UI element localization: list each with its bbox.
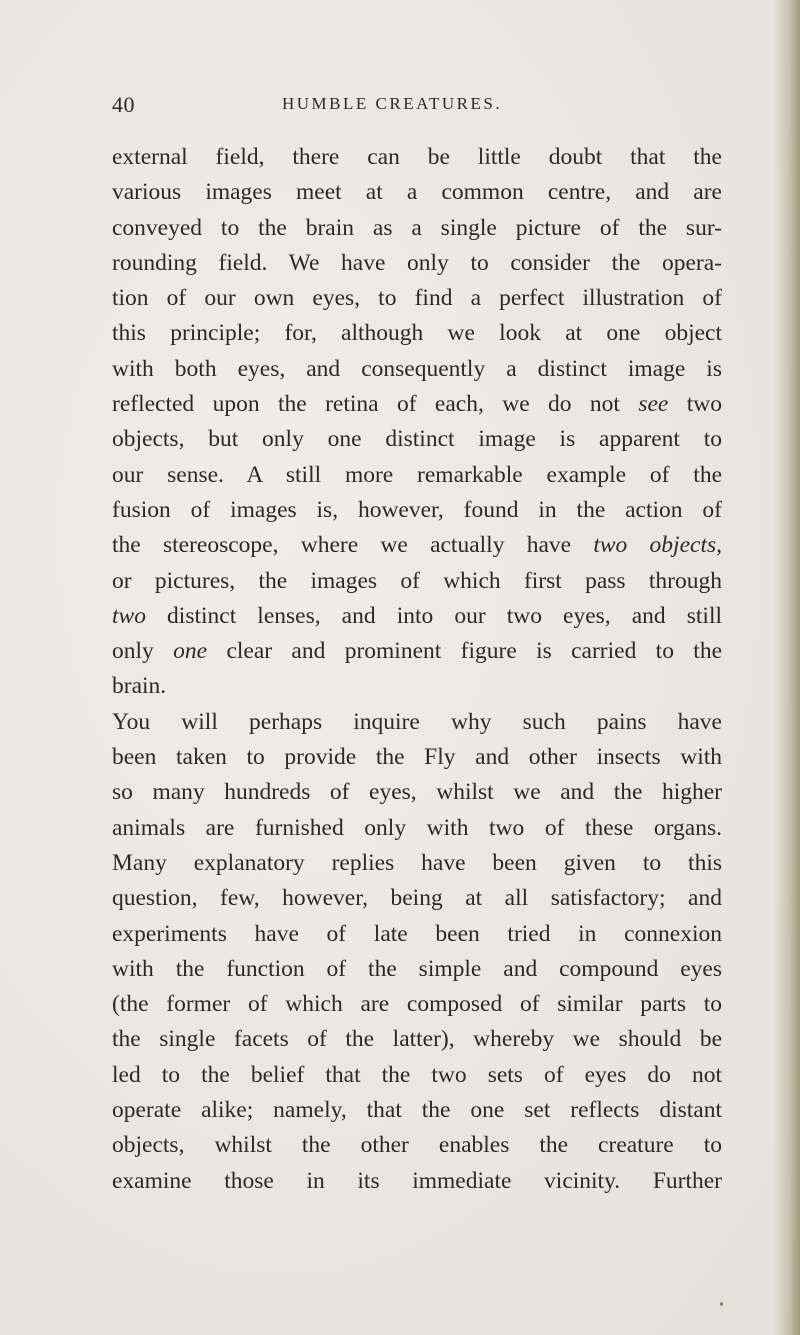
text-line	[112, 599, 722, 634]
text-line: question, few, however, being at all satisfactory; and	[112, 885, 722, 912]
text-line: with the function of the simple and compound eyes	[112, 955, 722, 982]
text-line: animals are furnished only with two of these organs.	[112, 814, 722, 841]
text-line	[112, 528, 722, 563]
text-line: experiments have of late been tried in connexion	[112, 920, 722, 947]
text-line: led to the belief that the two sets of eyes do not	[112, 1061, 722, 1088]
text-line: objects, but only one distinct image is apparent to	[112, 426, 722, 453]
text-line: (the former of which are composed of similar parts to	[112, 991, 722, 1018]
text-line	[112, 387, 722, 422]
text-line: so many hundreds of eyes, whilst we and the higher	[112, 779, 722, 806]
body-text	[112, 140, 722, 1199]
text-line: brain.	[112, 673, 167, 700]
text-line: various images meet at a common centre, and are	[112, 179, 722, 206]
page-header	[112, 92, 712, 122]
text-line: Many explanatory replies have been given to this	[112, 849, 722, 876]
page-edge-shadow	[774, 0, 800, 1335]
text-line: external field, there can be little doubt that the	[112, 144, 722, 170]
text-line: operate alike; namely, that the one set reflects distant	[112, 1097, 722, 1124]
text-segment: reflected upon the retina of each, we do not	[112, 391, 620, 418]
text-line: tion of our own eyes, to find a perfect illustration of	[112, 285, 722, 312]
text-line: the single facets of the latter), whereby we should be	[112, 1026, 722, 1053]
paper-speck	[720, 1302, 723, 1306]
text-line: objects, whilst the other enables the creature to	[112, 1132, 722, 1159]
paragraph-first-line: You will perhaps inquire why such pains have	[112, 708, 722, 735]
text-line: this principle; for, although we look at one object	[112, 320, 722, 347]
italic-word: two	[112, 602, 146, 629]
text-line	[112, 634, 722, 669]
text-line: conveyed to the brain as a single picture of the sur-	[112, 214, 722, 241]
text-line: been taken to provide the Fly and other insects with	[112, 744, 722, 771]
running-head: HUMBLE CREATURES.	[282, 94, 503, 113]
text-line: fusion of images is, however, found in the action of	[112, 496, 722, 523]
text-segment: clear and prominent figure is carried to the	[226, 638, 723, 665]
text-segment: distinct lenses, and into our two eyes, and still	[167, 602, 723, 629]
text-line: examine those in its immediate vicinity. Further	[112, 1167, 722, 1194]
italic-phrase: two objects,	[593, 532, 722, 559]
text-line: rounding field. We have only to consider the opera-	[112, 249, 722, 276]
text-segment: two	[686, 391, 723, 418]
text-line: our sense. A still more remarkable example of the	[112, 461, 722, 488]
text-segment: only	[112, 638, 154, 665]
text-line: or pictures, the images of which first pass through	[112, 567, 722, 594]
text-line: with both eyes, and consequently a distinct image is	[112, 355, 722, 382]
text-segment: the stereoscope, where we actually have	[112, 532, 572, 559]
page-number: 40	[112, 92, 135, 117]
italic-word: one	[173, 638, 208, 665]
italic-word: see	[638, 391, 669, 418]
